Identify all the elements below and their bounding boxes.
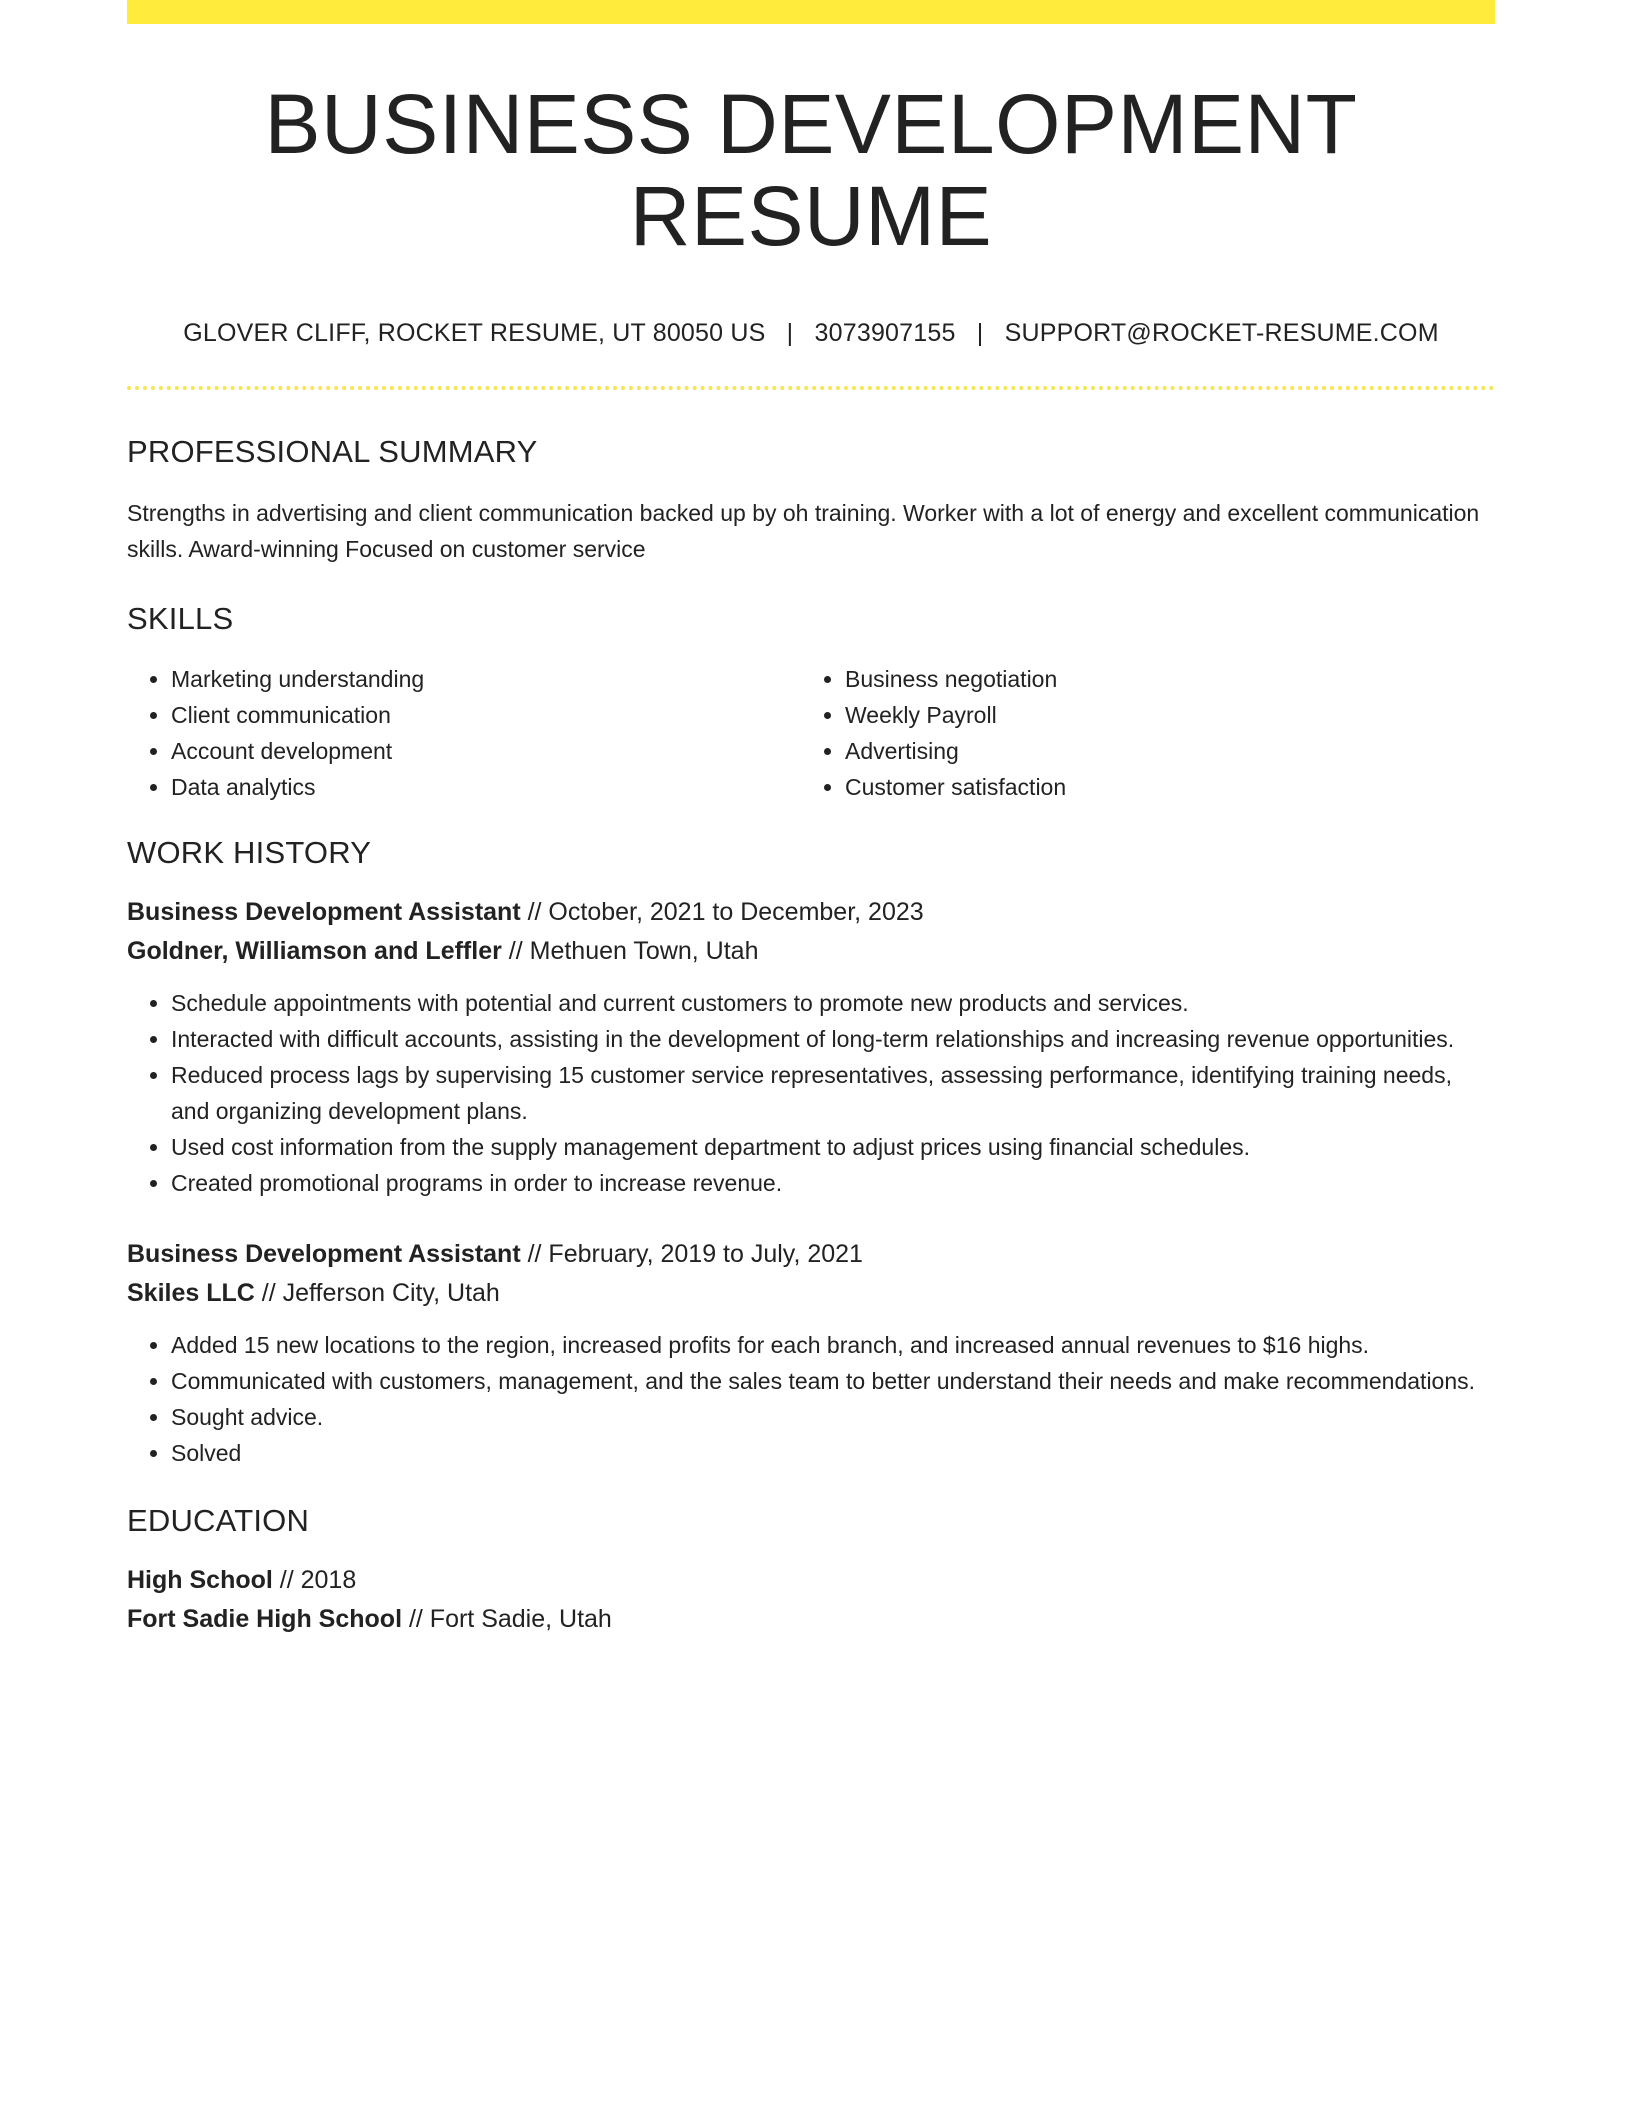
job-title-line — [127, 893, 1495, 932]
skill-item: • Weekly Payroll — [845, 697, 1475, 733]
skill-item: • Client communication — [171, 697, 801, 733]
education-degree-line — [127, 1561, 1495, 1600]
education-degree: High School — [127, 1565, 273, 1594]
job-company: Goldner, Williamson and Leffler — [127, 936, 502, 965]
skill-item: • Customer satisfaction — [845, 769, 1475, 805]
contact-separator: | — [786, 318, 794, 347]
job-bullet: • Sought advice. — [171, 1399, 1495, 1435]
education-location: // Fort Sadie, Utah — [402, 1604, 612, 1633]
job-bullet: • Used cost information from the supply management department to adjust prices using financial schedules. — [171, 1129, 1495, 1165]
job-company-line — [127, 932, 1495, 971]
job-bullet: • Created promotional programs in order to increase revenue. — [171, 1165, 1495, 1201]
job-dates: // October, 2021 to December, 2023 — [520, 897, 924, 926]
skill-item: • Marketing understanding — [171, 661, 801, 697]
contact-separator: | — [976, 318, 984, 347]
contact-line — [127, 319, 1495, 348]
job-bullets — [127, 985, 1495, 1201]
skill-item: • Business negotiation — [845, 661, 1475, 697]
contact-address: GLOVER CLIFF, ROCKET RESUME, UT 80050 US — [183, 318, 766, 347]
job-company: Skiles LLC — [127, 1278, 255, 1307]
header-divider — [127, 386, 1495, 390]
job-bullet: • Added 15 new locations to the region, increased profits for each branch, and increased annual revenues to $16 highs. — [171, 1327, 1495, 1363]
resume-page — [127, 0, 1495, 1639]
skills-column-right — [801, 661, 1475, 805]
job-title-line — [127, 1235, 1495, 1274]
job-bullet: • Communicated with customers, management, and the sales team to better understand their needs and make recommendations. — [171, 1363, 1495, 1399]
summary-heading: PROFESSIONAL SUMMARY — [127, 433, 538, 469]
skills-heading: SKILLS — [127, 600, 234, 636]
education-school: Fort Sadie High School — [127, 1604, 403, 1633]
summary-text: Strengths in advertising and client communication backed up by oh training. Worker with a lot of energy and excellent communication skills. Award-winning Focused on customer service — [127, 499, 1480, 562]
education-year: // 2018 — [272, 1565, 357, 1594]
skills-column-left — [127, 661, 801, 805]
accent-bar — [127, 0, 1495, 24]
job-bullet: • Interacted with difficult accounts, assisting in the development of long-term relationships and increasing revenue opportunities. — [171, 1021, 1495, 1057]
job-location: // Jefferson City, Utah — [254, 1278, 500, 1307]
job-bullet: • Schedule appointments with potential and current customers to promote new products and services. — [171, 985, 1495, 1021]
job-title: Business Development Assistant — [127, 897, 521, 926]
job-title: Business Development Assistant — [127, 1239, 521, 1268]
job-dates: // February, 2019 to July, 2021 — [520, 1239, 863, 1268]
job-company-line — [127, 1274, 1495, 1313]
resume-title: BUSINESS DEVELOPMENT RESUME — [264, 77, 1358, 264]
education-school-line — [127, 1600, 1495, 1639]
job-bullet: • Solved — [171, 1435, 1495, 1471]
job-location: // Methuen Town, Utah — [501, 936, 759, 965]
skills-list — [127, 661, 1495, 805]
skill-item: • Data analytics — [171, 769, 801, 805]
skill-item: • Advertising — [845, 733, 1475, 769]
job-bullet: • Reduced process lags by supervising 15 customer service representatives, assessing performance, identifying training needs, and organizing development plans. — [171, 1057, 1495, 1129]
education-heading: EDUCATION — [127, 1502, 310, 1538]
contact-phone: 3073907155 — [814, 318, 956, 347]
skill-item: • Account development — [171, 733, 801, 769]
contact-email: SUPPORT@ROCKET-RESUME.COM — [1004, 318, 1439, 347]
job-bullets — [127, 1327, 1495, 1471]
work-heading: WORK HISTORY — [127, 834, 372, 870]
